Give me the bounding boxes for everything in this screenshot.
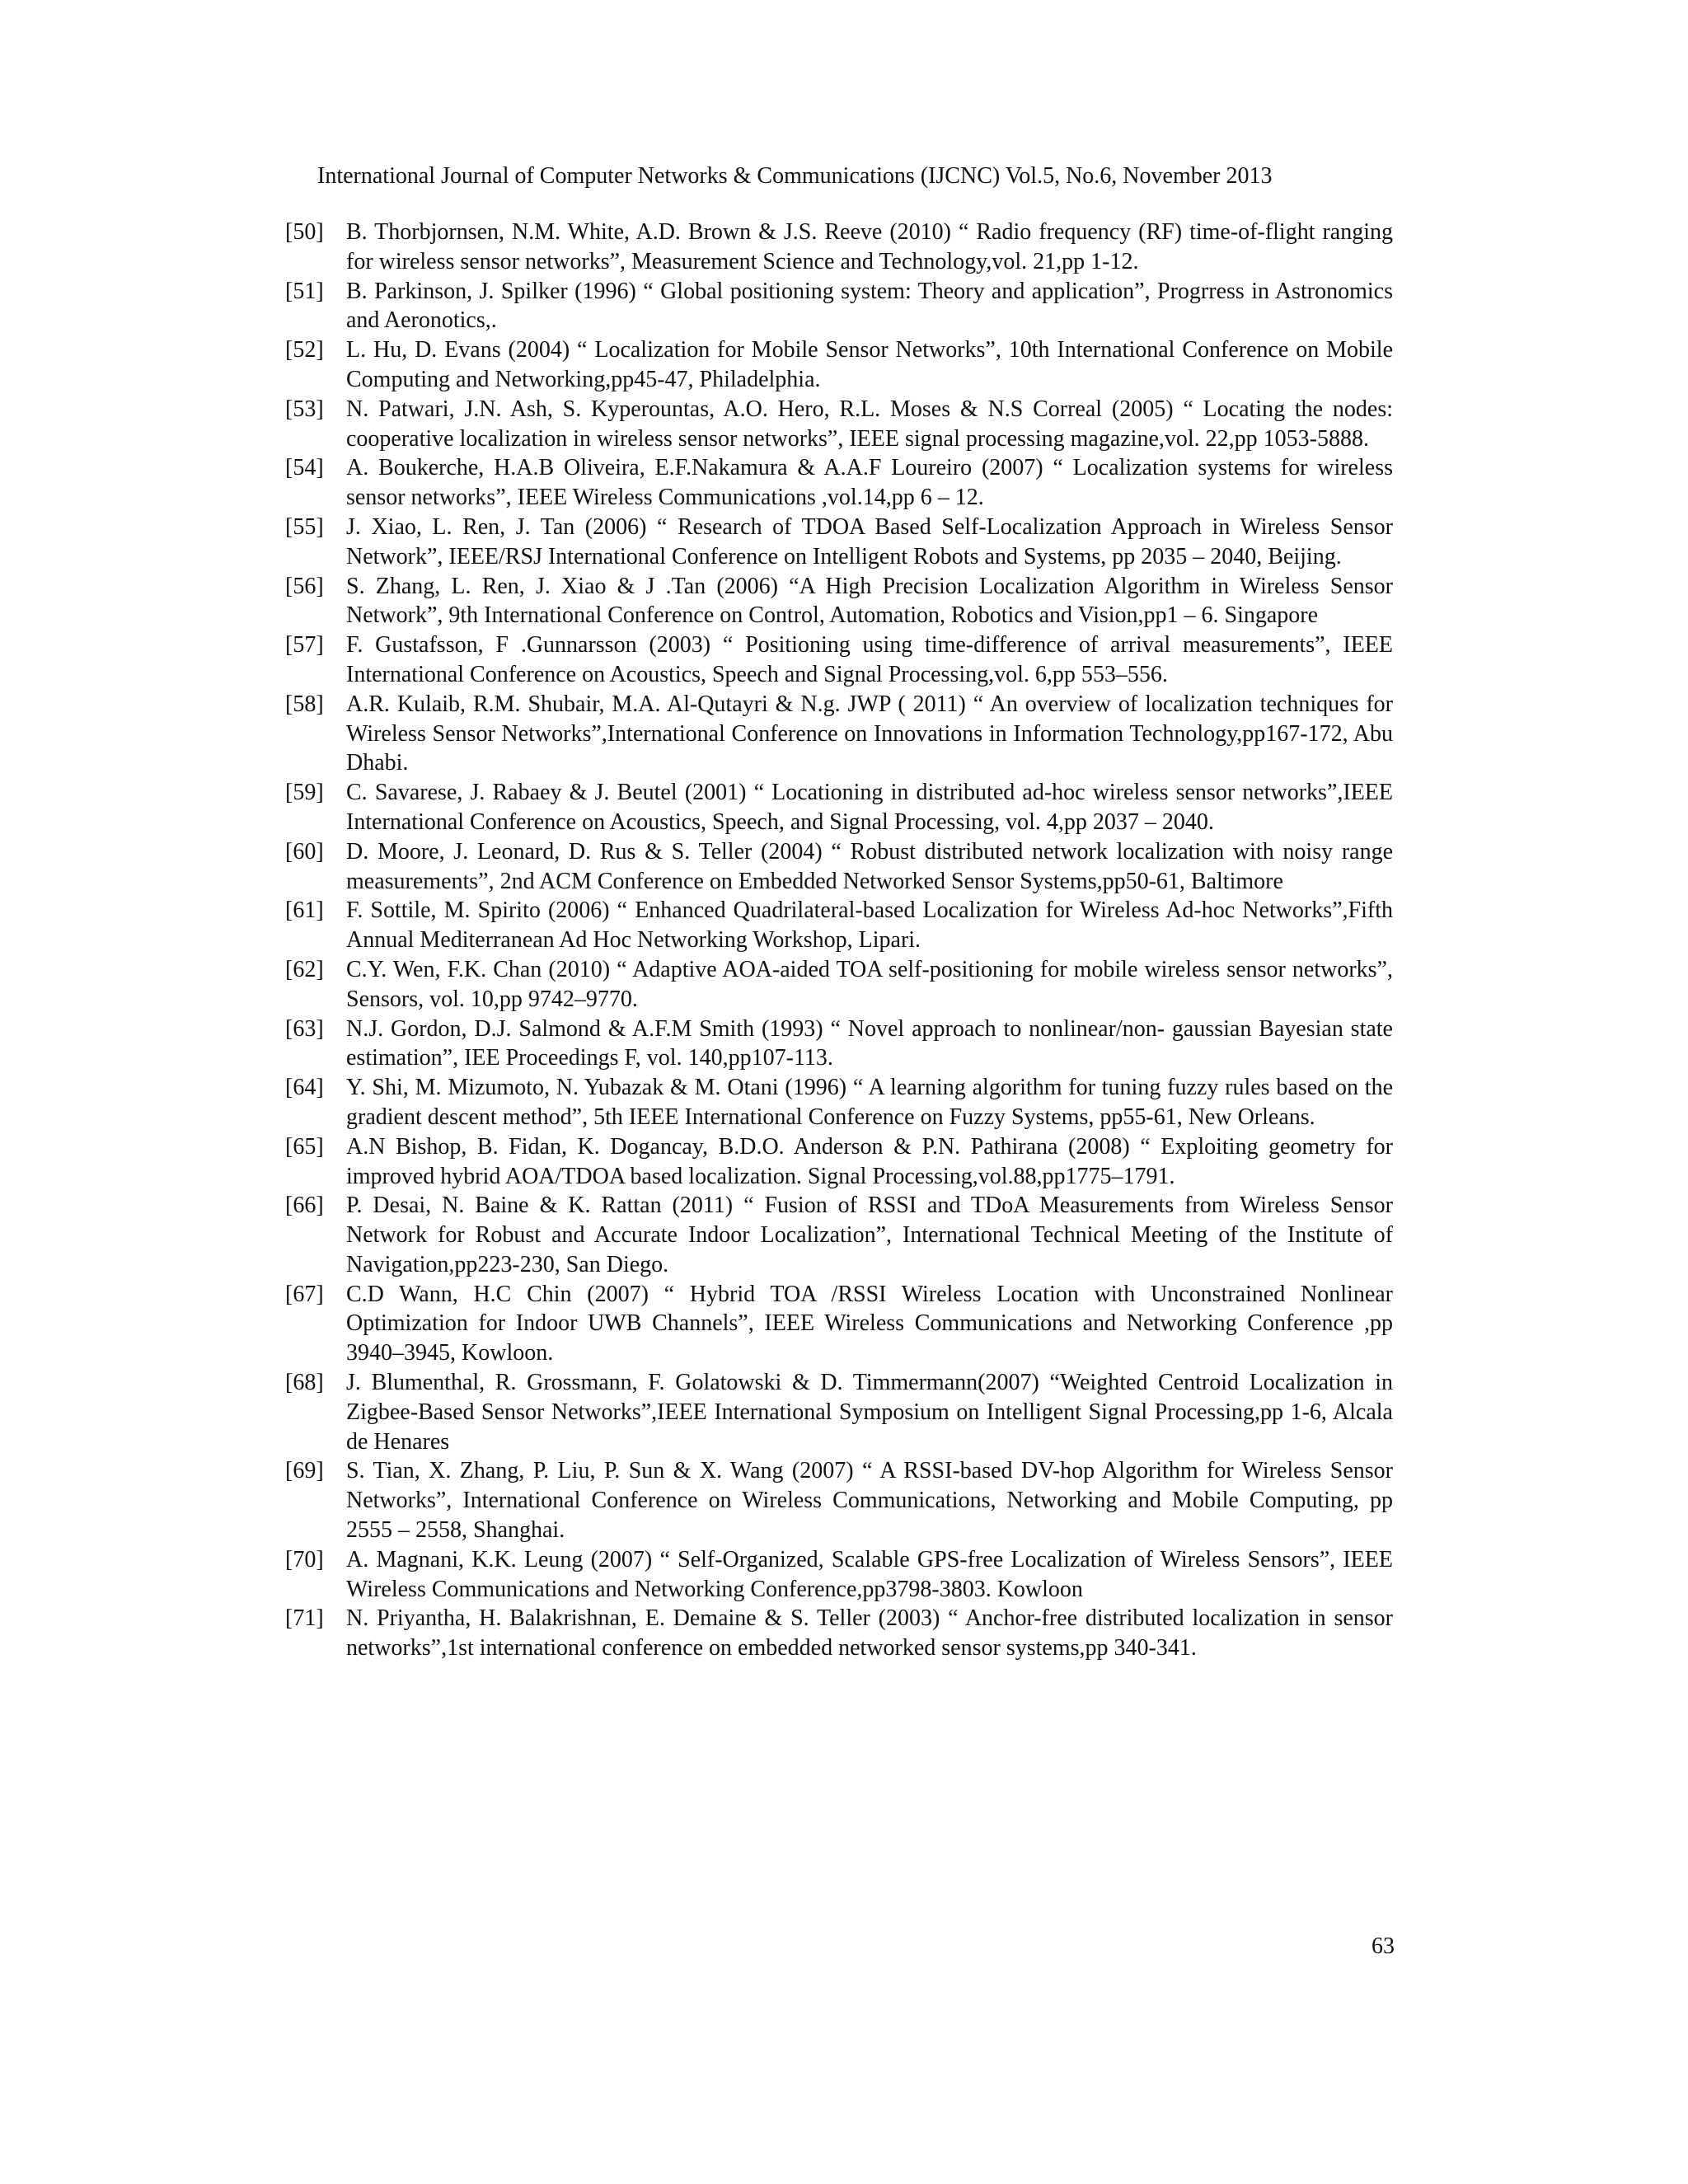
reference-text: N. Priyantha, H. Balakrishnan, E. Demaine & S. Teller (2003) “ Anchor-free distributed localization in sensor networks”,1st international conference on embedded networked sensor systems,pp 340-341. bbox=[346, 1605, 1393, 1661]
reference-number: [62] bbox=[285, 956, 324, 982]
reference-item bbox=[285, 572, 1393, 631]
reference-text: N. Patwari, J.N. Ash, S. Kyperountas, A.O. Hero, R.L. Moses & N.S Correal (2005) “ Locating the nodes: cooperative localization in wireless sensor networks”, IEEE signal processing magazine,vol. 22,pp 1053-5888. bbox=[346, 396, 1393, 452]
reference-text: J. Blumenthal, R. Grossmann, F. Golatowski & D. Timmermann(2007) “Weighted Centroid Localization in Zigbee-Based Sensor Networks”,IEEE International Symposium on Intelligent Signal Processing,pp 1-6, Alcala de Henares bbox=[346, 1370, 1393, 1455]
reference-item bbox=[285, 218, 1393, 277]
reference-number: [50] bbox=[285, 219, 324, 245]
reference-number: [70] bbox=[285, 1546, 324, 1572]
reference-text: S. Tian, X. Zhang, P. Liu, P. Sun & X. Wang (2007) “ A RSSI-based DV-hop Algorithm for Wireless Sensor Networks”, International Conference on Wireless Communications, Networking and Mobile Computing, pp 2555 – 2558, Shanghai. bbox=[346, 1458, 1393, 1544]
reference-number: [54] bbox=[285, 455, 324, 481]
reference-number: [58] bbox=[285, 691, 324, 717]
reference-text: S. Zhang, L. Ren, J. Xiao & J .Tan (2006) “A High Precision Localization Algorithm in Wireless Sensor Network”, 9th International Conference on Control, Automation, Robotics and Vision,pp1 – 6. Singapore bbox=[346, 573, 1393, 629]
reference-number: [65] bbox=[285, 1133, 324, 1160]
reference-text: A.N Bishop, B. Fidan, K. Dogancay, B.D.O. Anderson & P.N. Pathirana (2008) “ Exploiting geometry for improved hybrid AOA/TDOA based localization. Signal Processing,vol.88,pp1775–1791. bbox=[346, 1133, 1393, 1189]
reference-number: [60] bbox=[285, 838, 324, 865]
reference-text: C.D Wann, H.C Chin (2007) “ Hybrid TOA /RSSI Wireless Location with Unconstrained Nonlinear Optimization for Indoor UWB Channels”, IEEE Wireless Communications and Networking Conference ,pp 3940–3945, Kowloon. bbox=[346, 1281, 1393, 1366]
reference-number: [68] bbox=[285, 1370, 324, 1396]
reference-item bbox=[285, 395, 1393, 454]
reference-number: [59] bbox=[285, 780, 324, 806]
reference-item bbox=[285, 1280, 1393, 1368]
reference-item bbox=[285, 1545, 1393, 1605]
reference-text: A. Magnani, K.K. Leung (2007) “ Self-Organized, Scalable GPS-free Localization of Wireless Sensors”, IEEE Wireless Communications and Networking Conference,pp3798-3803. Kowloon bbox=[346, 1546, 1393, 1602]
reference-text: J. Xiao, L. Ren, J. Tan (2006) “ Research of TDOA Based Self-Localization Approach in Wireless Sensor Network”, IEEE/RSJ International Conference on Intelligent Robots and Systems, pp 2035 – 2040, Beijing. bbox=[346, 513, 1393, 569]
reference-text: B. Thorbjornsen, N.M. White, A.D. Brown & J.S. Reeve (2010) “ Radio frequency (RF) time-of-flight ranging for wireless sensor networks”, Measurement Science and Technology,vol. 21,pp 1-12. bbox=[346, 219, 1393, 274]
reference-text: L. Hu, D. Evans (2004) “ Localization for Mobile Sensor Networks”, 10th International Conference on Mobile Computing and Networking,pp45-47, Philadelphia. bbox=[346, 337, 1393, 392]
reference-item bbox=[285, 1456, 1393, 1544]
reference-item bbox=[285, 896, 1393, 955]
reference-item bbox=[285, 955, 1393, 1015]
page-number: 63 bbox=[1372, 1933, 1395, 1959]
reference-item bbox=[285, 453, 1393, 513]
reference-item bbox=[285, 778, 1393, 837]
reference-item bbox=[285, 1368, 1393, 1456]
reference-item bbox=[285, 1132, 1393, 1192]
reference-text: F. Gustafsson, F .Gunnarsson (2003) “ Positioning using time-difference of arrival measurements”, IEEE International Conference on Acoustics, Speech and Signal Processing,vol. 6,pp 553–556. bbox=[346, 632, 1393, 687]
reference-text: Y. Shi, M. Mizumoto, N. Yubazak & M. Otani (1996) “ A learning algorithm for tuning fuzzy rules based on the gradient descent method”, 5th IEEE International Conference on Fuzzy Systems, pp55-61, New Orleans. bbox=[346, 1075, 1393, 1130]
reference-number: [57] bbox=[285, 632, 324, 658]
reference-number: [61] bbox=[285, 898, 324, 924]
reference-text: C.Y. Wen, F.K. Chan (2010) “ Adaptive AOA-aided TOA self-positioning for mobile wireless sensor networks”, Sensors, vol. 10,pp 9742–9770. bbox=[346, 956, 1393, 1012]
reference-text: N.J. Gordon, D.J. Salmond & A.F.M Smith (1993) “ Novel approach to nonlinear/non- gaussian Bayesian state estimation”, IEE Proceedings F, vol. 140,pp107-113. bbox=[346, 1015, 1393, 1071]
reference-item bbox=[285, 690, 1393, 778]
reference-number: [51] bbox=[285, 278, 324, 304]
reference-number: [69] bbox=[285, 1458, 324, 1484]
reference-text: P. Desai, N. Baine & K. Rattan (2011) “ Fusion of RSSI and TDoA Measurements from Wireless Sensor Network for Robust and Accurate Indoor Localization”, International Technical Meeting of the Institute of Navigation,pp223-230, San Diego. bbox=[346, 1193, 1393, 1277]
reference-number: [66] bbox=[285, 1193, 324, 1219]
reference-number: [64] bbox=[285, 1075, 324, 1101]
reference-item bbox=[285, 630, 1393, 690]
reference-list bbox=[285, 218, 1393, 1663]
reference-number: [53] bbox=[285, 396, 324, 422]
reference-item bbox=[285, 513, 1393, 572]
reference-text: C. Savarese, J. Rabaey & J. Beutel (2001) “ Locationing in distributed ad-hoc wireless sensor networks”,IEEE International Conference on Acoustics, Speech, and Signal Processing, vol. 4,pp 2037 – 2040. bbox=[346, 780, 1393, 835]
reference-item bbox=[285, 1191, 1393, 1279]
reference-item bbox=[285, 837, 1393, 897]
reference-number: [67] bbox=[285, 1281, 324, 1307]
reference-number: [52] bbox=[285, 337, 324, 363]
reference-item bbox=[285, 1604, 1393, 1663]
reference-number: [71] bbox=[285, 1605, 324, 1632]
reference-item bbox=[285, 1073, 1393, 1132]
reference-text: A. Boukerche, H.A.B Oliveira, E.F.Nakamura & A.A.F Loureiro (2007) “ Localization systems for wireless sensor networks”, IEEE Wireless Communications ,vol.14,pp 6 – 12. bbox=[346, 455, 1393, 511]
reference-number: [56] bbox=[285, 573, 324, 599]
reference-item bbox=[285, 1015, 1393, 1074]
reference-number: [63] bbox=[285, 1015, 324, 1042]
reference-item bbox=[285, 335, 1393, 395]
journal-header: International Journal of Computer Networks & Communications (IJCNC) Vol.5, No.6, November 2013 bbox=[317, 163, 1273, 189]
reference-number: [55] bbox=[285, 513, 324, 540]
reference-text: B. Parkinson, J. Spilker (1996) “ Global positioning system: Theory and application”, Progrress in Astronomics and Aeronotics,. bbox=[346, 278, 1393, 334]
reference-text: F. Sottile, M. Spirito (2006) “ Enhanced Quadrilateral-based Localization for Wireless Ad-hoc Networks”,Fifth Annual Mediterranean Ad Hoc Networking Workshop, Lipari. bbox=[346, 898, 1393, 954]
reference-text: A.R. Kulaib, R.M. Shubair, M.A. Al-Qutayri & N.g. JWP ( 2011) “ An overview of localization techniques for Wireless Sensor Networks”,International Conference on Innovations in Information Technology,pp167-172, Abu Dhabi. bbox=[346, 691, 1393, 776]
reference-item bbox=[285, 277, 1393, 336]
reference-text: D. Moore, J. Leonard, D. Rus & S. Teller (2004) “ Robust distributed network localization with noisy range measurements”, 2nd ACM Conference on Embedded Networked Sensor Systems,pp50-61, Baltimore bbox=[346, 838, 1393, 894]
